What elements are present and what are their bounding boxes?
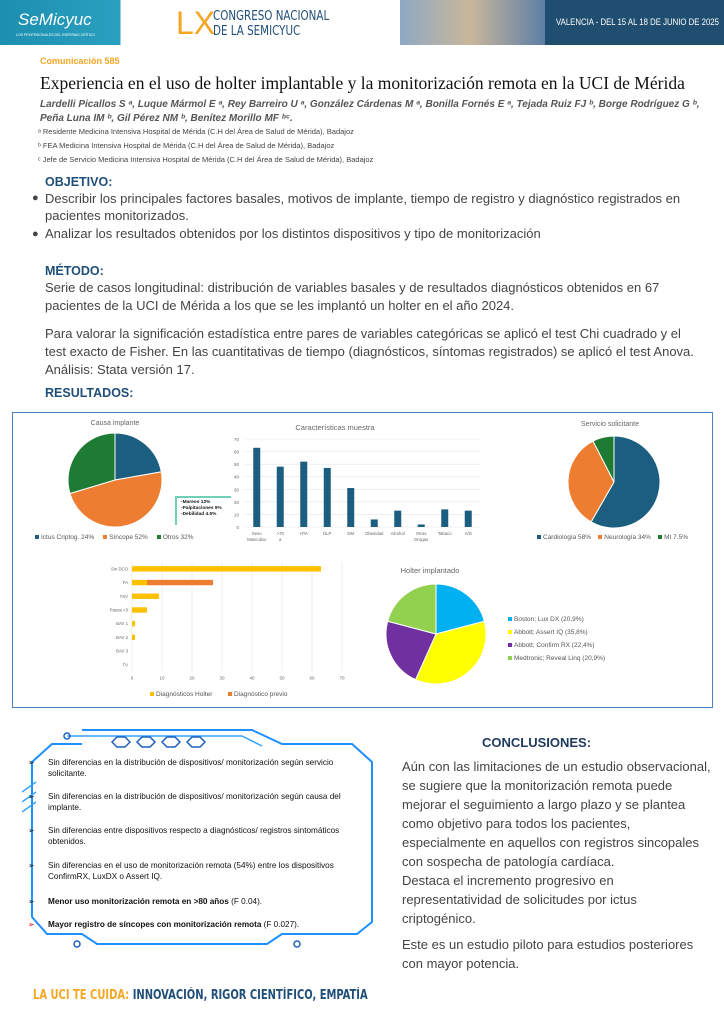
bar <box>300 462 307 527</box>
poster-title: Experiencia en el uso de holter implantable y la monitorización remota en la UCI de Mérida <box>40 73 685 93</box>
finding-text: Sin diferencias en el uso de monitorización remota (54%) entre los dispositivos ConfirmRX, LuxDX o Assert IQ. <box>48 861 334 881</box>
legend-swatch <box>228 692 232 696</box>
footer-slogan <box>33 988 368 1003</box>
conclusiones-heading: CONCLUSIONES: <box>482 735 592 750</box>
finding-emphasis: Mayor registro de síncopes con monitorización remota <box>48 920 262 929</box>
congress-line2: DE LA SEMICYUC <box>213 23 301 39</box>
holter-implantado-pie <box>384 582 488 686</box>
affiliation: ᶜ Jefe de Servicio Medicina Intensiva Hospital de Mérida (C.H del Área de Salud de Mérida), Badajoz <box>38 155 374 164</box>
bullet-icon: ● <box>32 228 39 240</box>
objetivo-item <box>32 225 702 243</box>
x-tick-label: Tabaco <box>437 531 452 536</box>
legend-item: Boston; Lux DX (20,9%) <box>508 613 605 626</box>
finding-text: Sin diferencias en la distribución de dispositivos/ monitorización según servicio solicitante. <box>48 758 334 778</box>
x-tick-label: DM <box>347 531 355 536</box>
legend-label: Diagnóstico previo <box>234 691 288 698</box>
finding-item <box>28 825 358 847</box>
y-tick-label: 30 <box>233 487 239 493</box>
legend-label: Diagnósticos Holter <box>156 691 213 698</box>
y-tick-label: BAV 1 <box>116 621 128 627</box>
finding-text: Sin diferencias entre dispositivos respecto a diagnósticos/ registros sintomáticos obtenidos. <box>48 826 340 846</box>
y-tick-label: Sin DCO <box>111 566 128 572</box>
x-tick-label: Sexo <box>251 531 262 536</box>
x-tick-label: 60 <box>309 675 315 681</box>
servicio-solicitante-pie <box>562 430 666 534</box>
legend-item: Abbott; Assert IQ (35,8%) <box>508 626 605 639</box>
x-tick-label: 70 <box>339 675 345 681</box>
x-tick-label: A/D <box>464 531 472 536</box>
communication-number: Comunicación 585 <box>40 56 120 66</box>
y-tick-label: 50 <box>233 462 239 468</box>
legend-item: Otros 32% <box>157 534 194 541</box>
conclusion-paragraph: Aún con las limitaciones de un estudio observacional, se sugiere que la monitorización remota puede mejorar el seguimiento a largo plazo y se plantea como objetivo para todos los pacientes, especialmente en aquellos con registros sincopales con sospecha de patología cardíaca. <box>402 759 711 869</box>
x-tick-label: 20 <box>189 675 195 681</box>
bar <box>253 448 260 527</box>
bullet-icon: ● <box>32 192 39 204</box>
congress-line1: CONGRESO NACIONAL <box>213 8 330 24</box>
venue-dates: VALENCIA - DEL 15 AL 18 DE JUNIO DE 2025 <box>556 17 719 28</box>
x-tick-label: HTA <box>299 531 308 536</box>
y-tick-label: Pausa >3 <box>109 607 128 613</box>
logo-tagline: LOS PROFESIONALES DEL ENFERMO CRÍTICO <box>16 33 96 37</box>
causa-implante-pie <box>60 425 170 535</box>
conclusion-paragraph: Este es un estudio piloto para estudios posteriores con mayor potencia. <box>402 937 694 971</box>
metodo-heading: MÉTODO: <box>45 264 104 278</box>
finding-item <box>28 896 358 907</box>
objetivo-item <box>32 190 702 224</box>
conclusion-paragraph: Destaca el incremento progresivo en representatividad de solicitudes por ictus criptogénico. <box>402 873 637 926</box>
bar-segment <box>147 580 213 585</box>
finding-text: Sin diferencias en la distribución de dispositivos/ monitorización según causa del implante. <box>48 792 341 812</box>
legend-item: Cardiología 58% <box>537 534 591 541</box>
x-tick-label: DLP <box>323 531 332 536</box>
objetivo-text: Describir los principales factores basales, motivos de implante, tiempo de registro y diagnóstico registrados en pacientes monitorizados. <box>45 191 681 223</box>
objetivo-heading: OBJETIVO: <box>45 175 113 189</box>
arrow-bullet-icon: ➢ <box>28 758 35 767</box>
bar <box>441 509 448 527</box>
pie-legend <box>537 534 688 541</box>
chart-title: Servicio solicitante <box>581 421 639 428</box>
bar-segment <box>132 580 147 585</box>
bar <box>347 488 354 527</box>
bar-segment <box>132 621 135 626</box>
otros-breakdown-note: -Mareos 13% -Palpitaciones 9% -Debilidad 4.5% <box>175 496 231 525</box>
congress-number: LX <box>176 5 216 41</box>
bar-segment <box>132 635 135 640</box>
y-tick-label: TSV <box>119 593 128 599</box>
authors: Lardelli Picallos S ᵃ, Luque Mármol E ᵃ, Rey Barreiro U ᵃ, González Cárdenas M ᵃ, Bonilla Fornés E ᵃ, Tejada Ruiz FJ ᵇ, Borge Rodríguez G ᵇ, Peña Luna IM ᵇ, Gil Pérez NM ᵇ, Benítez Morillo MF ᵇᶜ. <box>40 99 700 124</box>
y-tick-label: FA <box>122 580 128 586</box>
finding-item <box>28 791 358 813</box>
y-tick-label: 70 <box>233 437 239 442</box>
x-tick-label: Obesidad <box>365 531 384 536</box>
y-tick-label: BAV 2 <box>116 634 128 640</box>
x-tick-label: Alcohol <box>390 531 405 536</box>
bar <box>394 511 401 527</box>
metodo-paragraph: Serie de casos longitudinal: distribución de variables basales y de resultados diagnósticos obtenidos en 67 pacientes de la UCI de Mérida a los que se les implantó un holter en el año 2024. <box>45 280 660 313</box>
y-tick-label: 10 <box>233 512 239 518</box>
y-tick-label: BAV 3 <box>116 648 128 654</box>
chart-title: Características muestra <box>295 423 375 432</box>
x-tick-label: 10 <box>159 675 165 681</box>
x-tick-label: 40 <box>249 675 255 681</box>
resultados-heading: RESULTADOS: <box>45 386 134 400</box>
y-tick-label: 60 <box>233 449 239 455</box>
arrow-bullet-icon: ➢ <box>28 792 35 801</box>
bar <box>324 468 331 527</box>
pie-legend <box>508 613 605 665</box>
arrow-bullet-icon: ➢ <box>28 897 35 906</box>
x-tick-label: Drogas <box>414 537 429 542</box>
legend-item: Ictus Criptog. 24% <box>35 534 94 541</box>
bar-segment <box>132 566 321 571</box>
bar-segment <box>132 594 159 599</box>
finding-stat: (F 0.04). <box>228 897 263 906</box>
x-tick-label: >70 <box>276 531 284 536</box>
legend-item: Neurología 34% <box>598 534 651 541</box>
x-tick-label: 50 <box>279 675 285 681</box>
bar <box>371 519 378 527</box>
arrow-bullet-icon: ➢ <box>28 826 35 835</box>
x-tick-label: 30 <box>219 675 225 681</box>
pie-legend <box>35 534 194 541</box>
finding-stat: (F 0.027). <box>261 920 300 929</box>
legend-swatch <box>150 692 154 696</box>
chart-title: Holter implantado <box>400 566 460 575</box>
affiliation: ᵃ Residente Medicina Intensiva Hospital de Mérida (C.H del Área de Salud de Mérida), Badajoz <box>38 127 354 136</box>
x-tick-label: Otras <box>415 531 427 536</box>
metodo-paragraph: Para valorar la significación estadística entre pares de variables categóricas se aplicó el test Chi cuadrado y el test exacto de Fisher. En las cuantitativas de tiempo (diagnósticos, síntomas registrados) se aplicó el test Anova. Análisis: Stata versión 17. <box>45 326 694 377</box>
legend-item: Medtronic; Reveal Linq (20,9%) <box>508 652 605 665</box>
objetivo-text: Analizar los resultados obtenidos por los distintos dispositivos y tipo de monitorización <box>45 226 541 241</box>
y-tick-label: 40 <box>233 474 239 480</box>
slogan-rest: INNOVACIÓN, RIGOR CIENTÍFICO, EMPATÍA <box>129 988 368 1003</box>
bar <box>465 511 472 527</box>
slogan-lead: LA UCI TE CUIDA: <box>33 988 130 1003</box>
arrow-bullet-icon: ➢ <box>28 920 35 929</box>
x-tick-label: Masculino <box>247 537 267 542</box>
legend-item: Abbott; Confirm RX (22,4%) <box>508 639 605 652</box>
finding-emphasis: Menor uso monitorización remota en >80 años <box>48 897 229 906</box>
finding-item <box>28 757 358 779</box>
bar <box>418 524 425 527</box>
finding-item <box>28 860 358 882</box>
y-tick-label: 20 <box>233 499 239 505</box>
arrow-bullet-icon: ➢ <box>28 861 35 870</box>
legend-item: MI 7.5% <box>658 534 688 541</box>
bar <box>277 467 284 527</box>
semicyuc-logo: SeMicyuc <box>18 10 92 29</box>
congress-name <box>213 9 329 39</box>
chart-title: Causa implante <box>90 420 140 427</box>
x-tick-label: 0 <box>130 675 134 681</box>
legend-item: Síncope 52% <box>103 534 148 541</box>
x-tick-label: a <box>279 537 282 542</box>
affiliation: ᵇ FEA Medicina Intensiva Hospital de Mérida (C.H del Área de Salud de Mérida), Badajoz <box>38 141 335 150</box>
y-tick-label: 0 <box>236 525 239 530</box>
bar-segment <box>132 607 147 612</box>
y-tick-label: TV <box>122 662 128 668</box>
finding-item <box>28 919 358 930</box>
caracteristicas-bar-chart <box>225 432 485 547</box>
diagnosticos-hbar-chart <box>100 558 360 703</box>
